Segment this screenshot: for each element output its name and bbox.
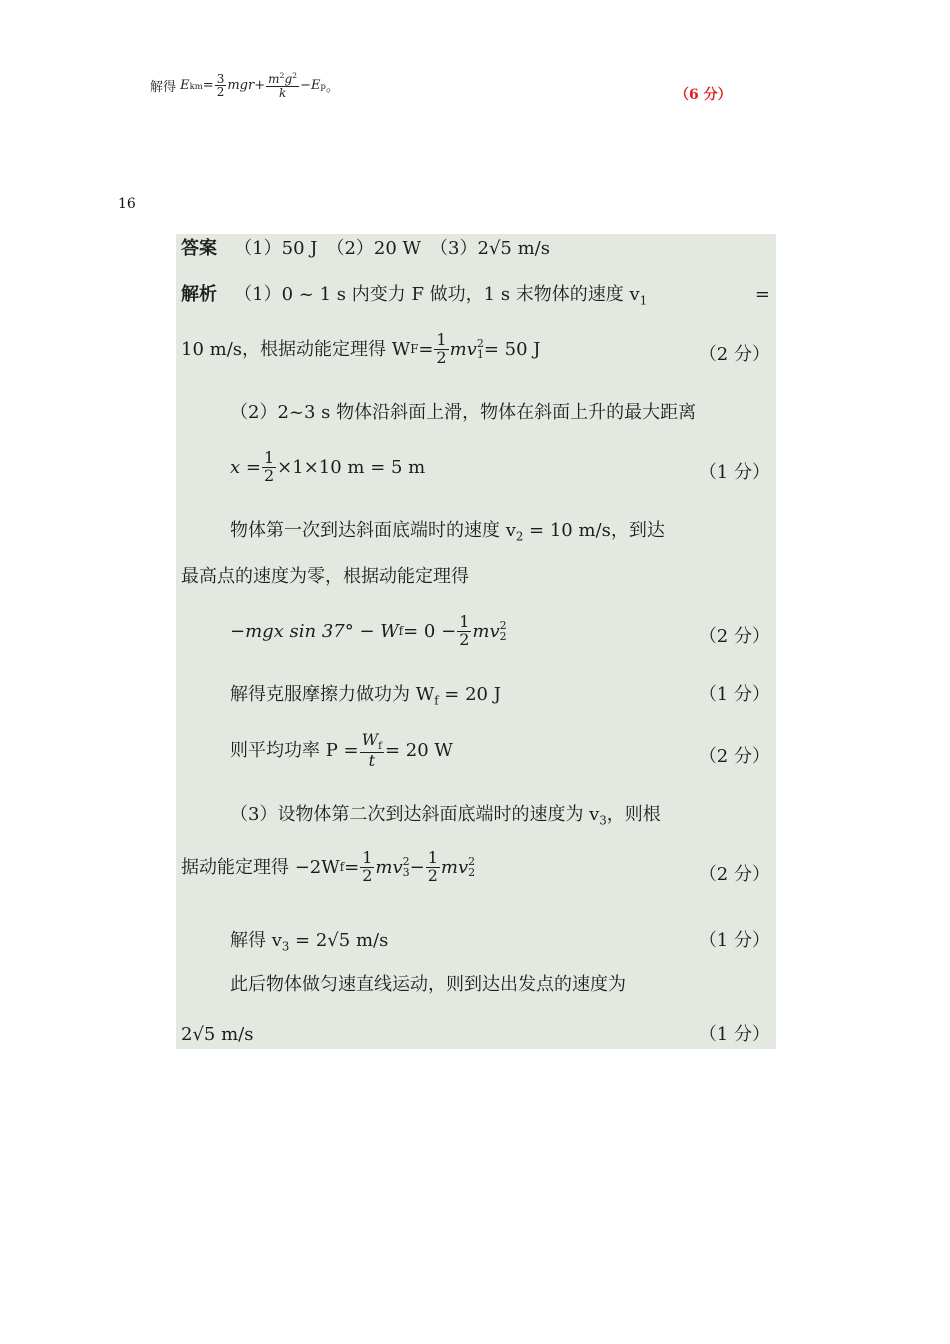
subscript: 2 bbox=[468, 866, 476, 880]
text: （3）设物体第二次到达斜面底端时的速度为 v bbox=[230, 804, 600, 825]
equals-sign: = bbox=[202, 78, 214, 94]
analysis-line-7 bbox=[230, 614, 770, 649]
fraction-one-half bbox=[426, 850, 440, 885]
exponent: 2 bbox=[499, 619, 507, 633]
score: （1 分） bbox=[698, 684, 770, 705]
text: 则平均功率 P = bbox=[230, 740, 359, 762]
numerator: 1 bbox=[362, 848, 373, 867]
exponent: 2 bbox=[292, 71, 298, 80]
numerator: 1 bbox=[427, 848, 438, 867]
analysis-text: （1）0 ~ 1 s 内变力 F 做功，1 s 末物体的速度 v bbox=[234, 284, 640, 305]
denominator: 2 bbox=[263, 465, 275, 485]
numerator bbox=[266, 72, 299, 87]
subscript: 1 bbox=[476, 348, 484, 362]
score: （2 分） bbox=[698, 344, 770, 365]
fraction-wf-over-t bbox=[360, 732, 384, 770]
result: = 50 J bbox=[483, 338, 541, 360]
denominator: 2 bbox=[436, 347, 447, 367]
numerator: 1 bbox=[263, 448, 275, 467]
subscript: f bbox=[398, 624, 404, 639]
analysis-line-13: 此后物体做匀速直线运动，则到达出发点的速度为 bbox=[230, 974, 626, 995]
answer-text: （1）50 J （2）20 W （3）2√5 m/s bbox=[234, 238, 550, 259]
equals-sign: = bbox=[754, 284, 770, 305]
ep-subscript: p bbox=[320, 80, 326, 91]
term-mgr: mgr bbox=[227, 78, 255, 94]
text: = 0 − bbox=[403, 620, 457, 642]
analysis-line-8 bbox=[230, 684, 770, 708]
fraction-one-half bbox=[360, 850, 374, 885]
exponent: 2 bbox=[402, 855, 410, 869]
text: = 20 W bbox=[384, 740, 453, 762]
mv-term: mv bbox=[449, 338, 477, 360]
index-stack bbox=[468, 856, 475, 878]
score: （2 分） bbox=[698, 626, 770, 647]
minus-sign: − bbox=[409, 856, 425, 878]
fraction-three-halves bbox=[215, 73, 227, 99]
score: （2 分） bbox=[698, 746, 770, 767]
m-symbol: m bbox=[268, 72, 280, 86]
subscript: f bbox=[378, 740, 382, 753]
answer-line bbox=[181, 238, 770, 260]
equation bbox=[181, 850, 475, 885]
fraction-one-half bbox=[262, 450, 276, 485]
equation bbox=[230, 732, 453, 770]
exponent: 2 bbox=[468, 855, 476, 869]
fraction-one-half bbox=[457, 614, 471, 649]
numerator: 1 bbox=[436, 330, 447, 349]
subscript: F bbox=[410, 342, 419, 357]
score: （1 分） bbox=[698, 1024, 770, 1045]
analysis-line-1 bbox=[181, 284, 770, 308]
ekm-subscript: km bbox=[189, 80, 203, 91]
text: 解得克服摩擦力做功为 W bbox=[230, 684, 435, 705]
ekm-symbol: E bbox=[180, 78, 190, 94]
period: 。 bbox=[325, 80, 339, 96]
mv-term: mv bbox=[375, 856, 403, 878]
subscript: 2 bbox=[499, 630, 507, 644]
equals-sign: = bbox=[418, 338, 434, 360]
subscript: 3 bbox=[402, 866, 410, 880]
index-stack bbox=[477, 338, 484, 360]
numerator bbox=[360, 732, 384, 753]
subscript: f bbox=[339, 860, 345, 875]
denominator: 2 bbox=[459, 629, 470, 649]
analysis-line-2 bbox=[181, 332, 770, 367]
denominator: 2 bbox=[427, 865, 438, 885]
index-stack bbox=[403, 856, 410, 878]
mv-term: mv bbox=[440, 856, 469, 878]
analysis-line-10 bbox=[230, 804, 770, 828]
denominator: 2 bbox=[362, 865, 373, 885]
analysis-line-5 bbox=[230, 520, 770, 544]
index-stack bbox=[500, 620, 507, 642]
equation bbox=[230, 450, 425, 485]
solution-line-ekm bbox=[150, 72, 339, 99]
text: = 10 m/s，到达 bbox=[523, 520, 665, 541]
text: ×1×10 m = 5 m bbox=[277, 456, 426, 478]
answer-scan-image bbox=[176, 234, 776, 1049]
analysis-line-6: 最高点的速度为零，根据动能定理得 bbox=[181, 566, 469, 587]
subscript: 3 bbox=[599, 813, 607, 828]
text: 物体第一次到达斜面底端时的速度 v bbox=[230, 520, 516, 541]
fraction-one-half bbox=[434, 332, 448, 367]
analysis-label: 解析 bbox=[181, 284, 217, 305]
minus-sign: − bbox=[300, 78, 312, 94]
denominator: 2 bbox=[216, 85, 225, 100]
score: （1 分） bbox=[698, 462, 770, 483]
w-symbol: W bbox=[361, 730, 379, 749]
exponent: 2 bbox=[279, 71, 285, 80]
analysis-line-14 bbox=[181, 1024, 770, 1046]
exponent: 2 bbox=[476, 337, 484, 351]
text: 据动能定理得 −2W bbox=[181, 856, 340, 878]
ep-symbol: E bbox=[311, 78, 321, 94]
score: （2 分） bbox=[698, 864, 770, 885]
score: （1 分） bbox=[698, 930, 770, 951]
mv-term: mv bbox=[472, 620, 500, 642]
equation bbox=[230, 614, 507, 649]
analysis-line-4 bbox=[230, 450, 770, 485]
score-six-points: （6 分） bbox=[675, 87, 732, 103]
answer-label: 答案 bbox=[181, 238, 217, 259]
g-symbol: g bbox=[284, 72, 293, 86]
numerator: 1 bbox=[459, 612, 470, 631]
equation bbox=[181, 332, 541, 367]
denominator: k bbox=[278, 85, 287, 100]
text: −mgx sin 37° − W bbox=[230, 620, 399, 642]
solve-prefix: 解得 bbox=[150, 80, 177, 96]
text: 2√5 m/s bbox=[181, 1024, 254, 1045]
text: 10 m/s，根据动能定理得 W bbox=[181, 338, 411, 360]
text: = 2√5 m/s bbox=[289, 930, 389, 951]
equals-sign: = bbox=[344, 856, 360, 878]
text: 解得 v bbox=[230, 930, 282, 951]
subscript: f bbox=[434, 693, 439, 708]
analysis-line-12 bbox=[230, 930, 770, 954]
numerator: 3 bbox=[216, 71, 225, 86]
subscript: 2 bbox=[515, 529, 524, 544]
analysis-line-11 bbox=[181, 850, 770, 885]
fraction-m2g2-over-k bbox=[266, 72, 299, 99]
question-number: 16 bbox=[118, 196, 136, 212]
text: ，则根 bbox=[606, 804, 661, 825]
plus-sign: + bbox=[254, 78, 266, 94]
text: x = bbox=[230, 456, 261, 478]
denominator: t bbox=[368, 751, 376, 771]
subscript: 3 bbox=[281, 939, 290, 954]
text: = 20 J bbox=[438, 684, 501, 705]
analysis-line-3: （2）2~3 s 物体沿斜面上滑，物体在斜面上升的最大距离 bbox=[230, 402, 697, 423]
subscript: 1 bbox=[639, 293, 648, 308]
analysis-line-9 bbox=[230, 732, 770, 770]
